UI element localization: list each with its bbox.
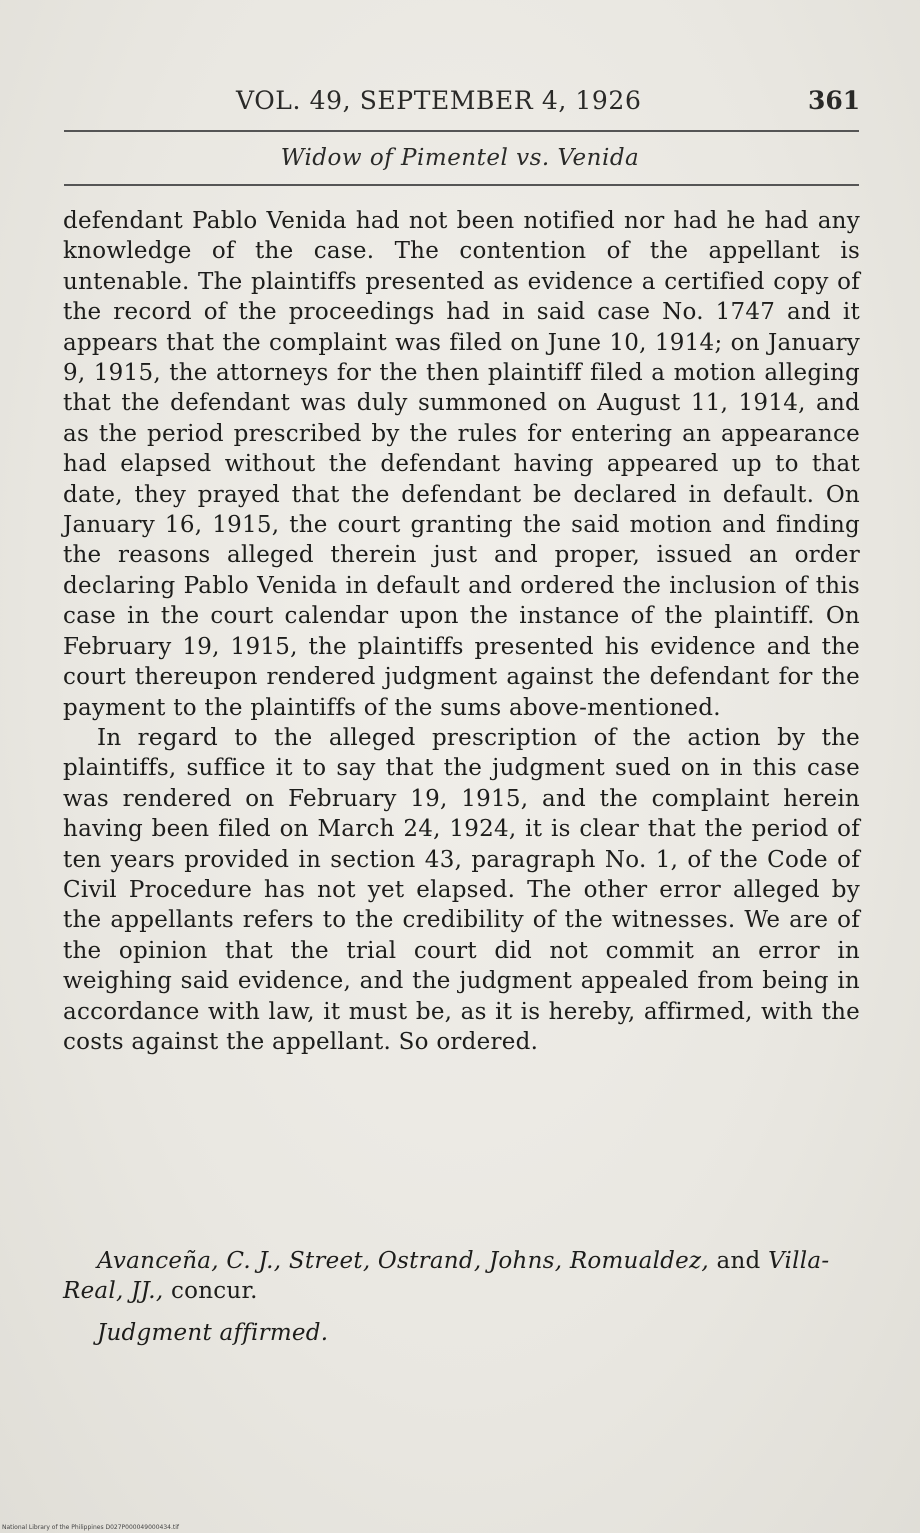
- concurring-justices: Avanceña, C. J., Street, Ostrand, Johns, Romualdez,: [97, 1248, 709, 1274]
- paragraph-continued: defendant Pablo Venida had not been notified nor had he had any knowledge of the case. The contention of the appellant is untenable. The plaintiffs presented as evidence a certified copy of the record of the proceedings had in said case No. 1747 and it appears that the complaint was filed on June 10, 1914; on January 9, 1915, the attorneys for the then plaintiff filed a motion alleging that the defendant was duly summoned on August 11, 1914, and as the period prescribed by the rules for entering an appearance had elapsed without the defendant having appeared up to that date, they prayed that the defendant be declared in default. On January 16, 1915, the court granting the said motion and finding the reasons alleged therein just and proper, issued an order declaring Pablo Venida in default and ordered the inclusion of this case in the court calendar upon the instance of the plaintiff. On February 19, 1915, the plaintiffs presented his evidence and the court thereupon rendered judgment against the defendant for the payment to the plaintiffs of the sums above-mentioned.: [63, 208, 860, 721]
- concurrence-connector: and: [716, 1248, 761, 1274]
- running-head: VOL. 49, SEPTEMBER 4, 1926: [236, 86, 642, 115]
- paragraph-prescription: In regard to the alleged prescription of the action by the plaintiffs, suffice it to say that the judgment sued on in this case was rendered on February 19, 1915, and the complaint herein having been filed on March 24, 1924, it is clear that the period of ten years provided in section 43, paragraph No. 1, of the Code of Civil Procedure has not yet elapsed. The other error alleged by the appellants refers to the credibility of the witnesses. We are of the opinion that the trial court did not commit an error in weighing said evidence, and the judgment appealed from being in accordance with law, it must be, as it is hereby, affirmed, with the costs against the appellant. So ordered.: [63, 724, 860, 1055]
- case-title: Widow of Pimentel vs. Venida: [280, 145, 640, 171]
- concurrence-verb: concur.: [170, 1278, 258, 1305]
- header-rule-top: [64, 130, 859, 132]
- scan-source-line: National Library of the Philippines D027P000049000434.tif: [2, 1524, 180, 1531]
- disposition: Judgment affirmed.: [97, 1320, 329, 1346]
- concurrence-line: [63, 1246, 860, 1307]
- concurring-justices-2: Villa-Real, JJ.,: [63, 1248, 830, 1305]
- header-rule-bottom: [64, 184, 859, 186]
- page-number: 361: [808, 86, 861, 115]
- body-text: [63, 206, 860, 1057]
